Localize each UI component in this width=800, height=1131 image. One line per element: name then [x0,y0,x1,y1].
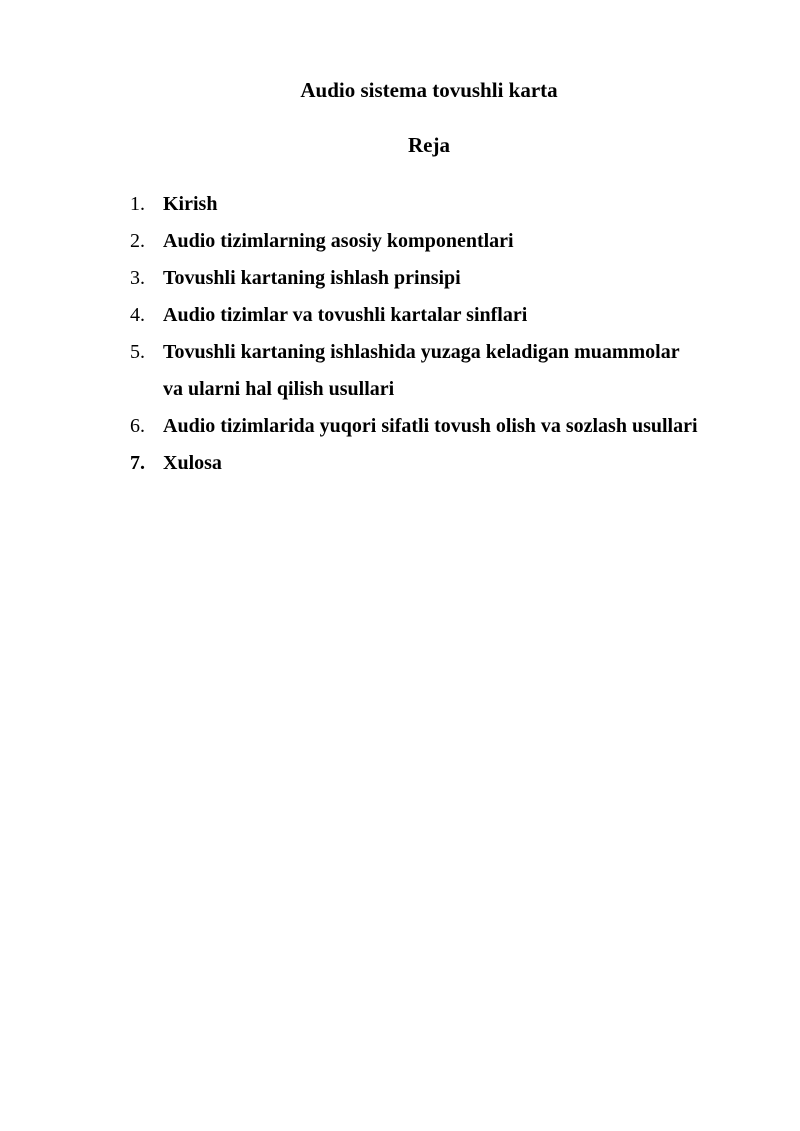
plan-item [130,223,780,260]
plan-item-text: Audio tizimlarida yuqori sifatli tovush olish va sozlash usullari [163,415,698,437]
plan-item [130,445,780,482]
plan-item [130,408,780,445]
plan-item [130,297,780,334]
plan-item-number: 3. [130,267,145,289]
plan-item-number: 1. [130,193,145,215]
plan-item-number: 4. [130,304,145,326]
plan-item [130,186,780,223]
document-subtitle: Reja [408,133,450,157]
plan-item-number: 5. [130,341,145,363]
plan-item [130,260,780,297]
plan-item-text: va ularni hal qilish usullari [163,378,395,400]
plan-item-text: Audio tizimlarning asosiy komponentlari [163,230,514,252]
plan-item-number: 6. [130,415,145,437]
plan-item-number: 7. [130,452,145,474]
plan-item-continuation [130,371,780,408]
plan-item-text: Tovushli kartaning ishlash prinsipi [163,267,461,289]
plan-item-text: Tovushli kartaning ishlashida yuzaga keladigan muammolar [163,341,680,363]
plan-list [130,186,780,482]
plan-item-number-spacer [130,371,163,408]
plan-item [130,334,780,371]
plan-item-number: 2. [130,230,145,252]
plan-item-text: Kirish [163,193,218,215]
plan-item-text: Xulosa [163,452,222,474]
plan-item-text: Audio tizimlar va tovushli kartalar sinflari [163,304,528,326]
document-title: Audio sistema tovushli karta [300,78,558,102]
